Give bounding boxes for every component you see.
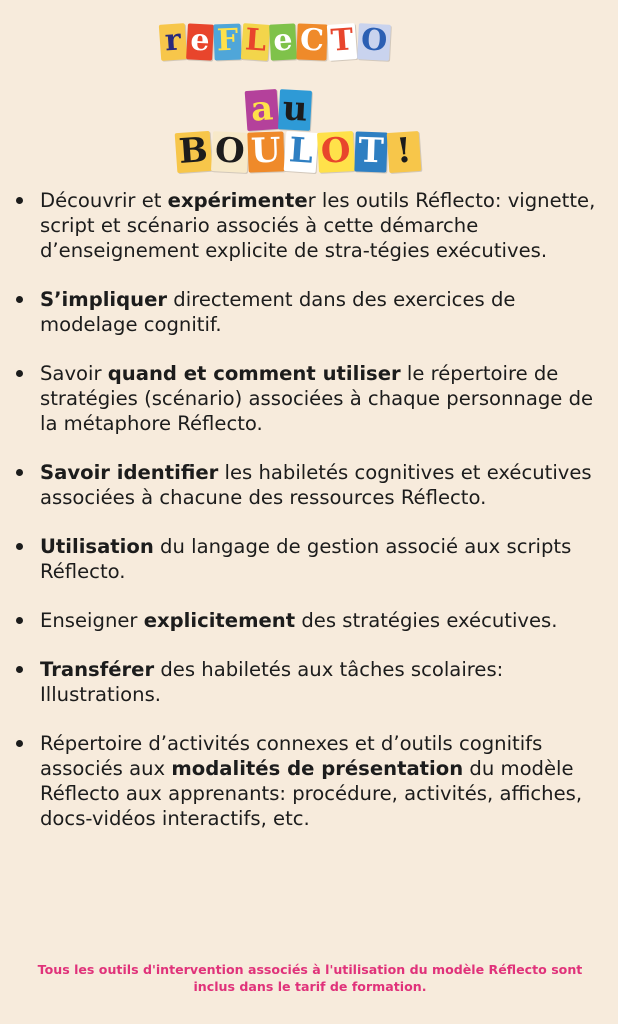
title-line-reflecto <box>160 24 391 60</box>
bullet-dot-icon <box>16 469 23 476</box>
list-item <box>14 188 604 263</box>
item-bold-text: Utilisation <box>40 535 154 558</box>
title-letter: a <box>245 89 280 131</box>
title-letter: e <box>269 23 297 60</box>
list-item <box>14 460 604 510</box>
item-text: du modèle Réflecto aux apprenants: procédure, activités, affiches, docs-vidéos interactifs, etc. <box>40 757 583 830</box>
bullet-dot-icon <box>16 617 23 624</box>
item-text: Découvrir et <box>40 189 168 212</box>
title-letter: T <box>327 23 358 61</box>
title-letter: O <box>211 131 249 173</box>
item-text: r les outils Réflecto: vignette, script et scénario associés à cette démarche d’enseignement explicite de stra-tégies exécutives. <box>40 189 596 262</box>
title-letter: r <box>159 23 187 61</box>
item-bold-text: modalités de présentation <box>171 757 464 780</box>
list-item <box>14 287 604 337</box>
item-bold-text: explicitement <box>143 609 296 632</box>
bullet-dot-icon <box>16 197 23 204</box>
list-item <box>14 731 604 831</box>
title-line-au <box>246 90 312 130</box>
title-letter: e <box>186 23 214 60</box>
title-letter: C <box>297 23 328 60</box>
title-letter: B <box>175 131 212 173</box>
item-text: directement dans des exercices de modelage cognitif. <box>40 288 516 336</box>
bullet-dot-icon <box>16 740 23 747</box>
bullet-dot-icon <box>16 666 23 673</box>
title-letter: F <box>213 24 242 61</box>
item-bold-text: Savoir identifier <box>40 461 219 484</box>
item-bold-text: quand et comment utiliser <box>107 362 401 385</box>
title-letter: U <box>248 131 285 172</box>
bullet-dot-icon <box>16 296 23 303</box>
title-letter: ! <box>386 131 421 173</box>
item-text: Répertoire d’activités connexes et d’outils cognitifs associés aux <box>40 732 543 780</box>
item-bold-text: expérimente <box>167 189 308 212</box>
item-bold-text: S’impliquer <box>40 288 168 311</box>
title-letter: O <box>317 131 355 173</box>
list-item <box>14 657 604 707</box>
item-text: des stratégies exécutives. <box>295 609 558 632</box>
list-item <box>14 361 604 436</box>
title-letter: u <box>278 89 312 131</box>
title-letter: L <box>241 23 271 61</box>
list-item <box>14 534 604 584</box>
bullet-dot-icon <box>16 370 23 377</box>
title-letter: O <box>357 23 391 61</box>
objectives-list <box>14 188 604 855</box>
item-bold-text: Transférer <box>40 658 155 681</box>
item-text: les habiletés cognitives et exécutives associées à chacune des ressources Réflecto. <box>40 461 592 509</box>
bullet-dot-icon <box>16 543 23 550</box>
item-text: Savoir <box>40 362 108 385</box>
title-letter: L <box>284 131 319 173</box>
item-text: des habiletés aux tâches scolaires: Illustrations. <box>40 658 504 706</box>
item-text: du langage de gestion associé aux scripts Réflecto. <box>40 535 572 583</box>
pricing-footnote: Tous les outils d'intervention associés à l'utilisation du modèle Réflecto sont inclus dans le tarif de formation. <box>37 962 583 994</box>
title-letter: T <box>354 131 387 172</box>
title-line-boulot <box>176 132 421 172</box>
list-item <box>14 608 604 633</box>
item-text: le répertoire de stratégies (scénario) associées à chaque personnage de la métaphore Réflecto. <box>40 362 594 435</box>
item-text: Enseigner <box>40 609 144 632</box>
